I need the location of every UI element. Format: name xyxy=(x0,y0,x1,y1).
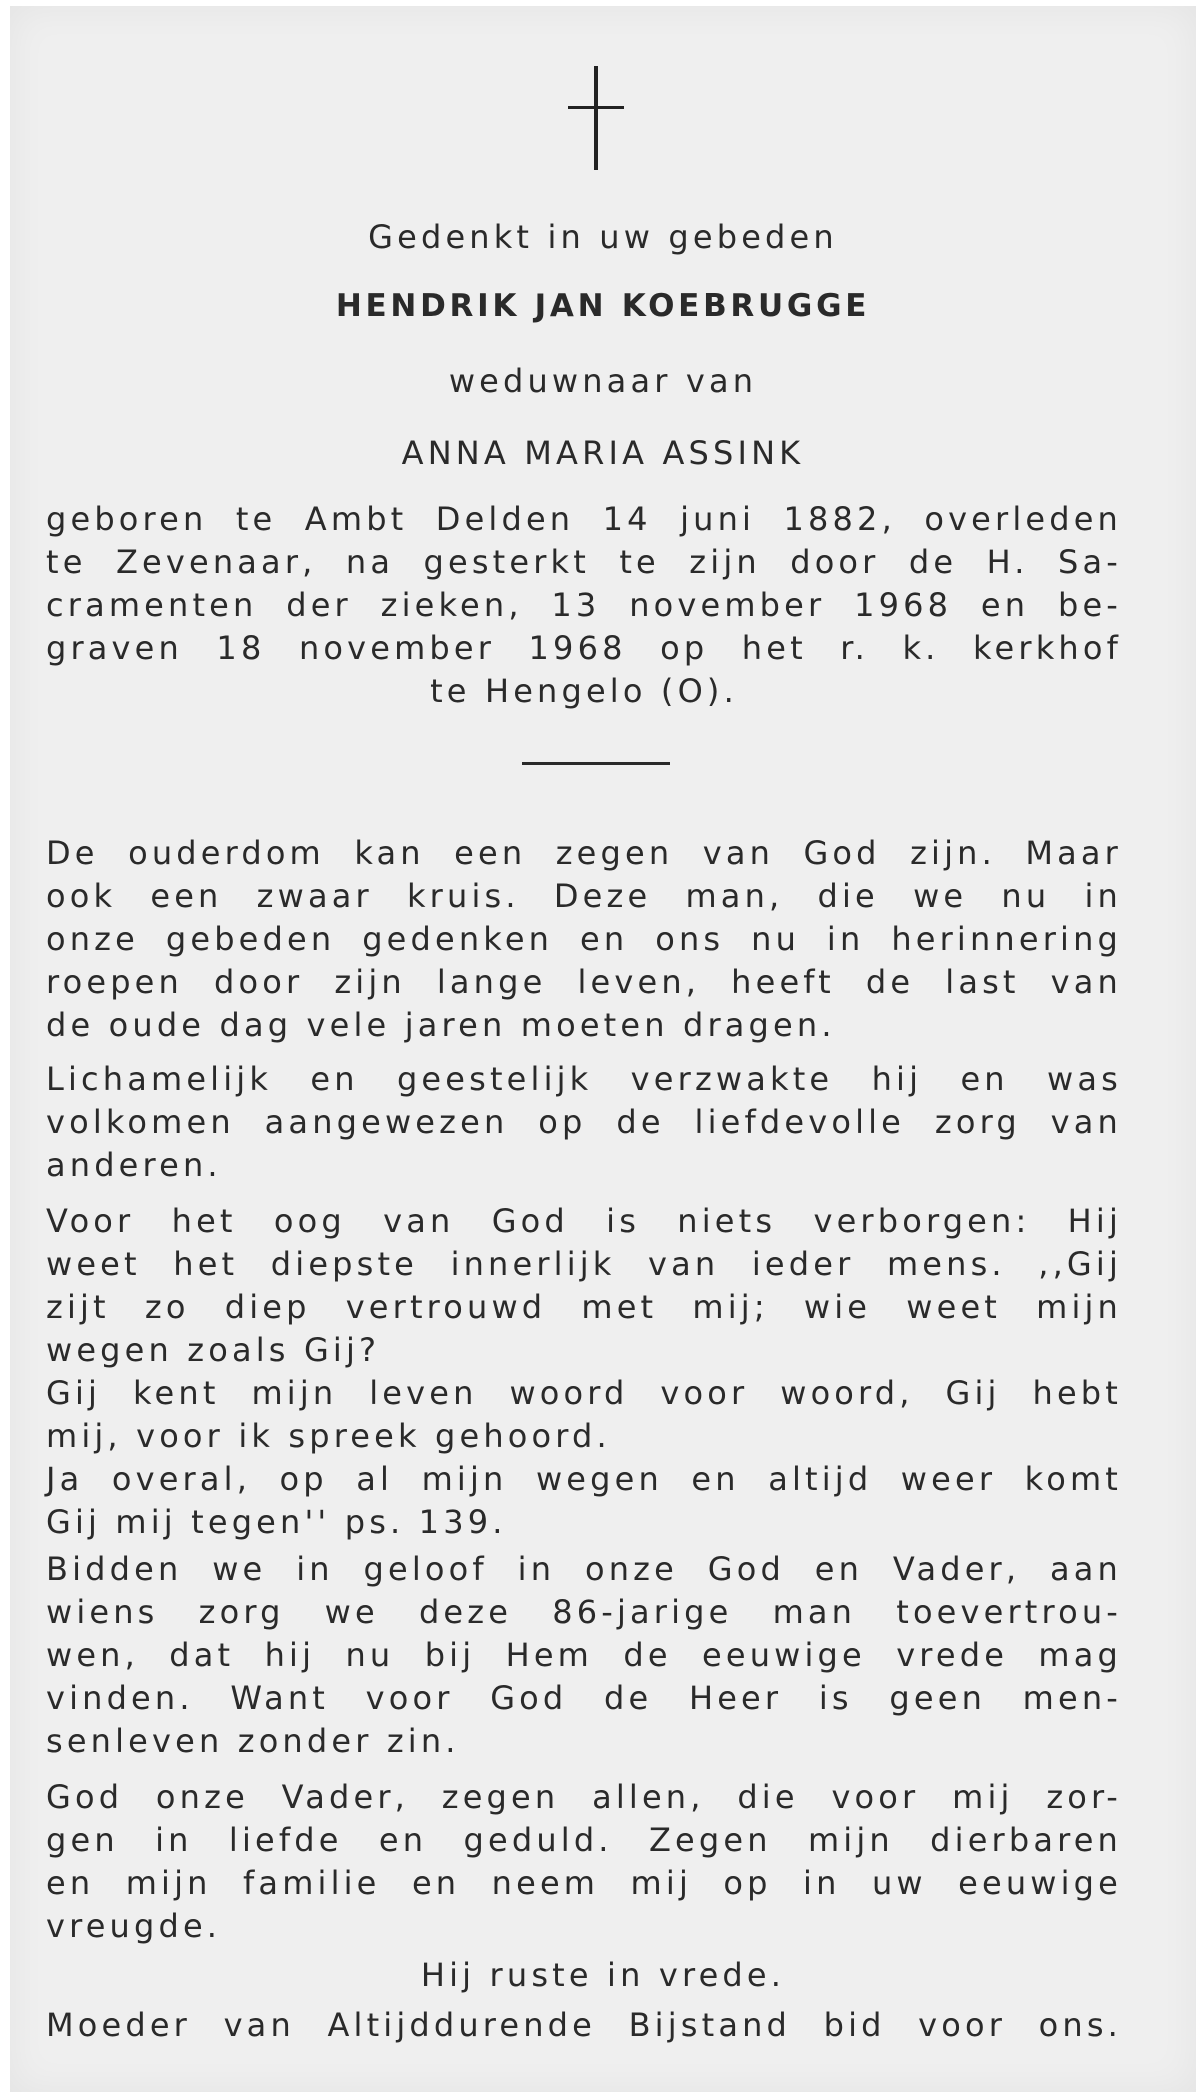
text-line: ook een zwaar kruis. Deze man, die we nu in xyxy=(46,877,1122,915)
biography-line: cramenten der zieken, 13 november 1968 en be- xyxy=(46,586,1122,624)
biography xyxy=(46,498,1122,713)
paragraph-3 xyxy=(46,1200,1122,1544)
final-prayer-block xyxy=(46,2004,1122,2047)
text-line: wegen zoals Gij? xyxy=(46,1331,381,1369)
text-line: gen in liefde en geduld. Zegen mijn dierbaren xyxy=(46,1821,1122,1859)
text-line: mij, voor ik spreek gehoord. xyxy=(46,1417,611,1455)
cross-icon xyxy=(10,66,1196,178)
text-line: en mijn familie en neem mij op in uw eeuwige xyxy=(46,1864,1122,1902)
relation-text: weduwnaar van xyxy=(448,362,758,400)
text-line: weet het diepste innerlijk van ieder mens. ,,Gij xyxy=(46,1245,1122,1283)
memorial-card xyxy=(10,6,1196,2092)
text-line: De ouderdom kan een zegen van God zijn. Maar xyxy=(46,834,1122,872)
paragraph-4 xyxy=(46,1548,1122,1763)
text-line: Ja overal, op al mijn wegen en altijd weer komt xyxy=(46,1460,1122,1498)
text-line: onze gebeden gedenken en ons nu in herinnering xyxy=(46,920,1122,958)
closing-text: Hij ruste in vrede. xyxy=(420,1956,786,1994)
paragraph-5 xyxy=(46,1776,1122,1948)
text-line: Gij mij tegen'' ps. 139. xyxy=(46,1503,507,1541)
biography-line: te Hengelo (O). xyxy=(430,672,738,710)
text-line: zijt zo diep vertrouwd met mij; wie weet mijn xyxy=(46,1288,1122,1326)
text-line: Gij kent mijn leven woord voor woord, Gij hebt xyxy=(46,1374,1122,1412)
text-line: roepen door zijn lange leven, heeft de last van xyxy=(46,963,1122,1001)
text-line: vreugde. xyxy=(46,1907,222,1945)
paragraph-2 xyxy=(46,1058,1122,1187)
cross-vertical-bar xyxy=(594,66,598,170)
deceased-name: HENDRIK JAN KOEBRUGGE xyxy=(335,288,871,324)
text-line: wen, dat hij nu bij Hem de eeuwige vrede mag xyxy=(46,1636,1122,1674)
text-line: wiens zorg we deze 86-jarige man toevertrou- xyxy=(46,1593,1122,1631)
text-line: Voor het oog van God is niets verborgen: Hij xyxy=(46,1202,1122,1240)
prayer-request: Gedenkt in uw gebeden xyxy=(368,218,838,256)
divider xyxy=(522,762,670,765)
final-prayer: Moeder van Altijddurende Bijstand bid voor ons. xyxy=(46,2006,1122,2044)
text-line: Bidden we in geloof in onze God en Vader, aan xyxy=(46,1550,1122,1588)
text-line: vinden. Want voor God de Heer is geen men- xyxy=(46,1679,1122,1717)
paragraph-1 xyxy=(46,832,1122,1047)
text-line: volkomen aangewezen op de liefdevolle zorg van xyxy=(46,1103,1122,1141)
cross-horizontal-bar xyxy=(568,106,624,109)
text-line: Lichamelijk en geestelijk verzwakte hij en was xyxy=(46,1060,1122,1098)
text-line: de oude dag vele jaren moeten dragen. xyxy=(46,1006,836,1044)
biography-line: graven 18 november 1968 op het r. k. kerkhof xyxy=(46,629,1122,667)
biography-line: te Zevenaar, na gesterkt te zijn door de H. Sa- xyxy=(46,543,1122,581)
spouse-name: ANNA MARIA ASSINK xyxy=(401,434,805,472)
text-line: God onze Vader, zegen allen, die voor mij zor- xyxy=(46,1778,1122,1816)
text-line: senleven zonder zin. xyxy=(46,1722,460,1760)
text-line: anderen. xyxy=(46,1146,222,1184)
biography-line: geboren te Ambt Delden 14 juni 1882, overleden xyxy=(46,500,1122,538)
